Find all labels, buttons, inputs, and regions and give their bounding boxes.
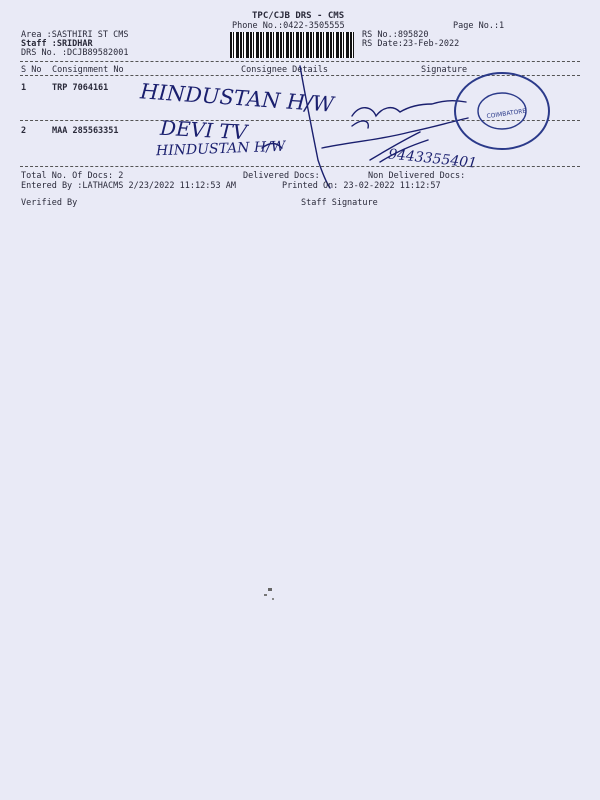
stamp-center-text: COIMBATORE	[486, 107, 527, 121]
row2-sno: 2	[21, 126, 27, 136]
staff-field: Staff :SRIDHAR	[21, 39, 93, 49]
rs-date: RS Date:23-Feb-2022	[362, 39, 460, 49]
row2-consignment: MAA 285563351	[52, 126, 119, 136]
row1-handwritten-name: HINDUSTAN H/W	[139, 79, 335, 117]
signature-row2	[322, 118, 468, 148]
total-docs: Total No. Of Docs: 2	[21, 171, 124, 181]
area-field: Area :SASTHIRI ST CMS	[21, 30, 129, 40]
page-number: Page No.:1	[453, 21, 505, 31]
non-delivered-docs: Non Delivered Docs:	[368, 171, 466, 181]
staff-signature: Staff Signature	[301, 198, 378, 208]
scan-speck	[264, 594, 267, 596]
signature-row1-tail	[352, 121, 368, 128]
phone-number: Phone No.:0422-3505555	[232, 21, 345, 31]
row1-consignment: TRP 7064161	[52, 83, 109, 93]
company-stamp	[455, 73, 549, 149]
scan-speck	[272, 598, 274, 600]
verified-by: Verified By	[21, 198, 78, 208]
col-sno: S No	[21, 65, 42, 75]
scan-speck	[268, 588, 272, 591]
row2-handwritten-name: DEVI TV	[159, 115, 248, 145]
col-consignment: Consignment No	[52, 65, 124, 75]
document-title: TPC/CJB DRS - CMS	[252, 11, 345, 21]
ink-stroke	[262, 144, 282, 149]
consignee-bracket-stroke	[300, 66, 330, 188]
col-signature: Signature	[421, 65, 468, 75]
row2-handwritten-phone: 9443355401	[387, 146, 478, 172]
delivered-docs: Delivered Docs:	[243, 171, 320, 181]
signature-row1	[352, 101, 466, 116]
printed-on: Printed On: 23-02-2022 11:12:57	[282, 181, 441, 191]
drs-number: DRS No. :DCJB89582001	[21, 48, 129, 58]
row2-handwritten-company: HINDUSTAN H/W	[155, 138, 286, 160]
row1-sno: 1	[21, 83, 27, 93]
entered-by: Entered By :LATHACMS 2/23/2022 11:12:53 AM	[21, 181, 236, 191]
rs-number: RS No.:895820	[362, 30, 429, 40]
col-consignee: Consignee Details	[241, 65, 328, 75]
signature-row2-flourish	[370, 132, 428, 162]
